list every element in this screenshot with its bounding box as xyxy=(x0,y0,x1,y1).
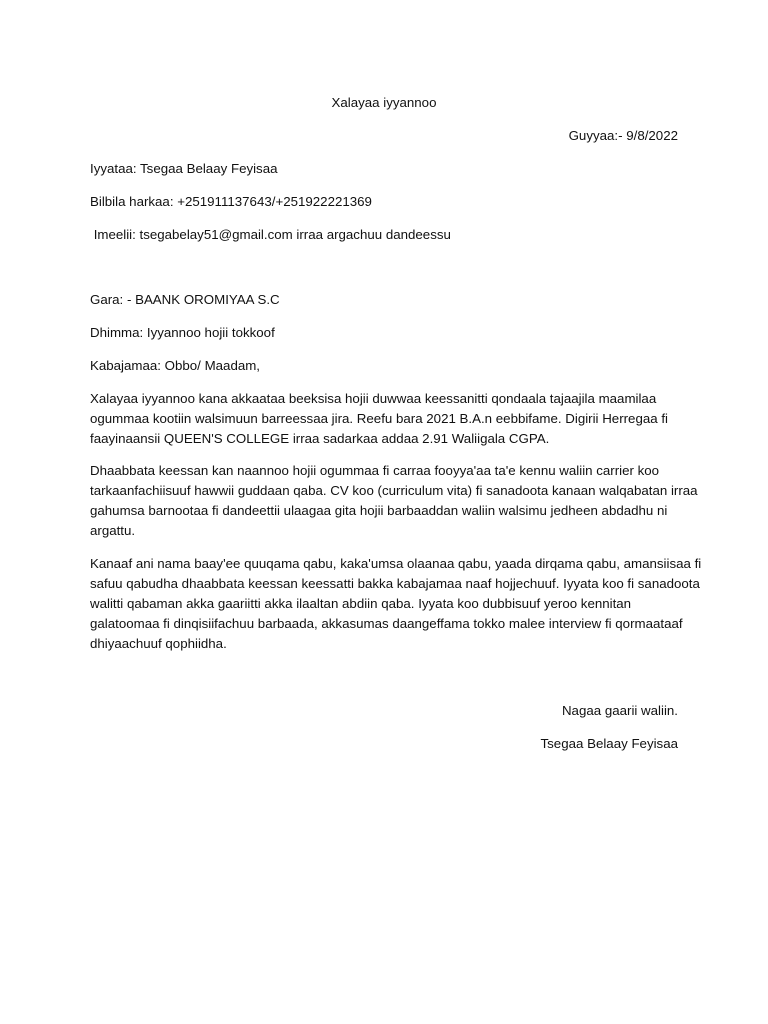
body-paragraph-1 xyxy=(90,389,680,449)
signature: Tsegaa Belaay Feyisaa xyxy=(540,736,678,751)
body-paragraph-3 xyxy=(90,554,702,654)
paragraph-line: tarkaanfachiisuuf hawwii guddaan qaba. CV koo (curriculum vita) fi sanadoota kanaan walqabatan irraa xyxy=(90,483,698,498)
body-paragraph-2 xyxy=(90,461,698,541)
paragraph-line: Xalayaa iyyannoo kana akkaataa beeksisa hojii duwwaa keessanitti qondaala tajaajila maamilaa xyxy=(90,391,657,406)
recipient: Gara: - BAANK OROMIYAA S.C xyxy=(90,292,280,307)
sender-phone: Bilbila harkaa: +251911137643/+251922221369 xyxy=(90,194,372,209)
paragraph-line: galatoomaa fi dinqisiifachuu barbaada, akkasumas daangeffama tokko malee interview fi qormaataaf xyxy=(90,616,683,631)
sender-name: Iyyataa: Tsegaa Belaay Feyisaa xyxy=(90,161,278,176)
paragraph-line: ogummaa kootiin walsimuun barreessaa jira. Reefu bara 2021 B.A.n eebbifame. Digirii Herregaa fi xyxy=(90,411,668,426)
paragraph-line: Dhaabbata keessan kan naannoo hojii ogummaa fi carraa fooyya'aa ta'e kennu waliin carrier koo xyxy=(90,463,660,478)
letter-title: Xalayaa iyyannoo xyxy=(331,95,437,110)
letter-date: Guyyaa:- 9/8/2022 xyxy=(568,128,678,143)
paragraph-line: walitti qabaman akka gaariitti akka ilaaltan abdiin qaba. Iyyata koo dubbisuuf yeroo kennitan xyxy=(90,596,632,611)
paragraph-line: argattu. xyxy=(90,523,136,538)
paragraph-line: safuu qabudha dhaabbata keessan keessatti bakka kabajamaa naaf hojjechuuf. Iyyata koo fi sanadoota xyxy=(90,576,700,591)
closing: Nagaa gaarii waliin. xyxy=(561,703,678,718)
sender-email: Imeelii: tsegabelay51@gmail.com irraa argachuu dandeessu xyxy=(90,227,451,242)
paragraph-line: gahumsa barnootaa fi dandeettii ulaagaa gita hojii barbaaddan waliin walsimu jedheen abdadhu ni xyxy=(90,503,668,518)
subject-line: Dhimma: Iyyannoo hojii tokkoof xyxy=(90,325,275,340)
salutation: Kabajamaa: Obbo/ Maadam, xyxy=(90,358,261,373)
paragraph-line: dhiyaachuuf qophiidha. xyxy=(90,636,227,651)
paragraph-line: faayinaansii QUEEN'S COLLEGE irraa sadarkaa addaa 2.91 Waliigala CGPA. xyxy=(90,431,550,446)
paragraph-line: Kanaaf ani nama baay'ee quuqama qabu, kaka'umsa olaanaa qabu, yaada dirqama qabu, amansiisaa fi xyxy=(90,556,702,571)
